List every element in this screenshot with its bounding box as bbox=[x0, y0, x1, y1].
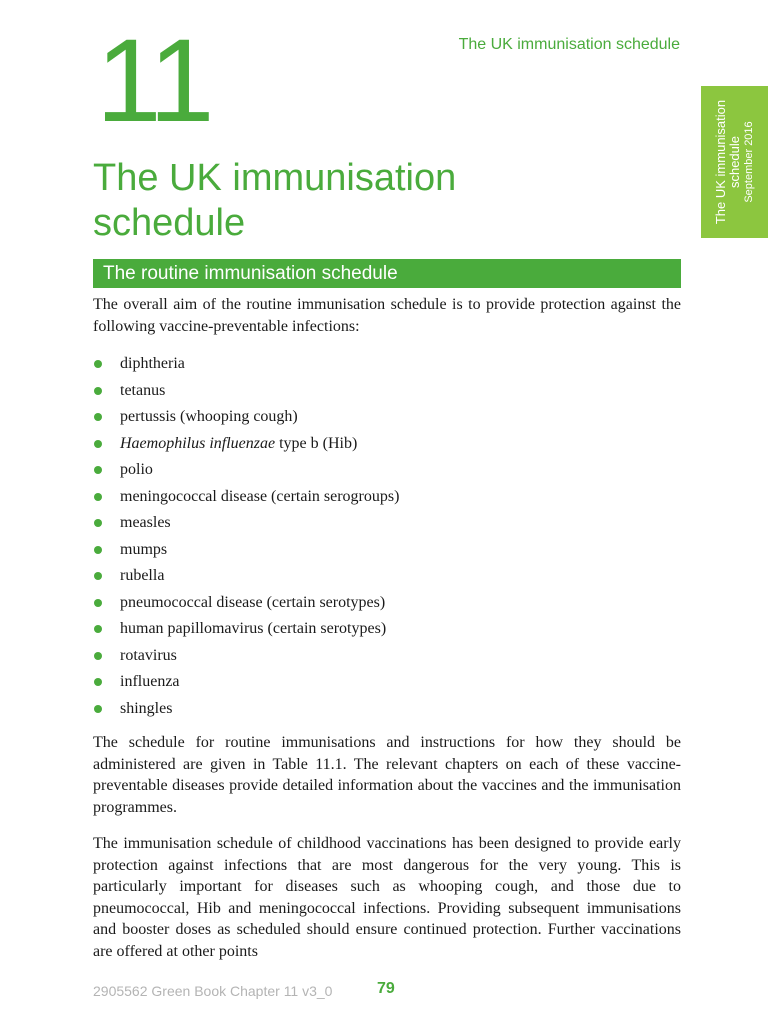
page-title bbox=[93, 156, 653, 246]
list-item-text: influenza bbox=[120, 673, 180, 690]
section-heading-bar bbox=[93, 259, 681, 288]
list-item bbox=[93, 431, 399, 458]
list-item bbox=[93, 378, 399, 405]
section-heading: The routine immunisation schedule bbox=[103, 263, 398, 284]
bullet-icon bbox=[94, 546, 102, 554]
bullet-icon bbox=[94, 493, 102, 501]
side-tab-title-line2: schedule bbox=[726, 135, 742, 189]
bullet-icon bbox=[94, 440, 102, 448]
bullet-icon bbox=[94, 625, 102, 633]
list-item-text: measles bbox=[120, 514, 171, 531]
list-item-text: pneumococcal disease (certain serotypes) bbox=[120, 593, 386, 611]
bullet-icon bbox=[94, 387, 102, 395]
list-item-text: diphtheria bbox=[120, 355, 185, 372]
list-item-text: mumps bbox=[120, 540, 168, 558]
bullet-icon bbox=[94, 466, 102, 474]
side-tab-title-line1: The UK immunisation bbox=[712, 99, 728, 225]
bullet-icon bbox=[94, 572, 102, 580]
list-item-text: shingles bbox=[120, 699, 173, 717]
page-number: 79 bbox=[377, 980, 395, 997]
bullet-icon bbox=[94, 652, 102, 660]
list-item-text-italic: Haemophilus influenzae bbox=[120, 434, 276, 452]
list-item bbox=[93, 404, 399, 431]
bullet-icon bbox=[94, 519, 102, 527]
running-header: The UK immunisation schedule bbox=[458, 36, 680, 53]
list-item-text: polio bbox=[120, 461, 153, 478]
list-item-text: human papillomavirus (certain serotypes) bbox=[120, 620, 387, 637]
list-item bbox=[93, 669, 399, 696]
disease-list bbox=[93, 351, 399, 722]
page-title-line2: schedule bbox=[93, 202, 246, 244]
intro-paragraph: The overall aim of the routine immunisation schedule is to provide protection against the following vaccine-preventable infections: bbox=[93, 296, 681, 335]
page-title-line1: The UK immunisation bbox=[93, 157, 457, 199]
list-item bbox=[93, 351, 399, 378]
side-tab-date: September 2016 bbox=[742, 121, 755, 203]
list-item bbox=[93, 484, 399, 511]
childhood-schedule-paragraph: The immunisation schedule of childhood vaccinations has been designed to provide early protection against infections that are most dangerous for the very young. This is particularly important for diseases such as whooping cough, and those due to pneumococcal, Hib and meningococcal infections. Providing subsequent immunisations and booster doses as scheduled should ensure continued protection. Further vaccinations are offered at other points bbox=[93, 835, 681, 960]
list-item bbox=[93, 563, 399, 590]
list-item-text: pertussis (whooping cough) bbox=[120, 408, 298, 425]
list-item bbox=[93, 616, 399, 643]
bullet-icon bbox=[94, 413, 102, 421]
schedule-paragraph: The schedule for routine immunisations and instructions for how they should be administered are given in Table 11.1. The relevant chapters on each of these vaccine-preventable diseases provide detailed information about the vaccines and the immunisation programmes. bbox=[93, 734, 681, 816]
list-item-text: tetanus bbox=[120, 381, 166, 399]
bullet-icon bbox=[94, 705, 102, 713]
list-item-text: type b (Hib) bbox=[275, 434, 358, 452]
list-item bbox=[93, 643, 399, 670]
list-item-text: rubella bbox=[120, 567, 165, 584]
list-item-text: rotavirus bbox=[120, 646, 177, 664]
list-item bbox=[93, 590, 399, 617]
bullet-icon bbox=[94, 599, 102, 607]
bullet-icon bbox=[94, 678, 102, 686]
list-item bbox=[93, 696, 399, 723]
list-item bbox=[93, 537, 399, 564]
chapter-number: 11 bbox=[96, 15, 211, 147]
footer-reference: 2905562 Green Book Chapter 11 v3_0 bbox=[93, 983, 333, 999]
list-item bbox=[93, 510, 399, 537]
list-item bbox=[93, 457, 399, 484]
side-tab bbox=[701, 86, 768, 238]
list-item-text: meningococcal disease (certain serogroups) bbox=[120, 487, 400, 505]
bullet-icon bbox=[94, 360, 102, 368]
